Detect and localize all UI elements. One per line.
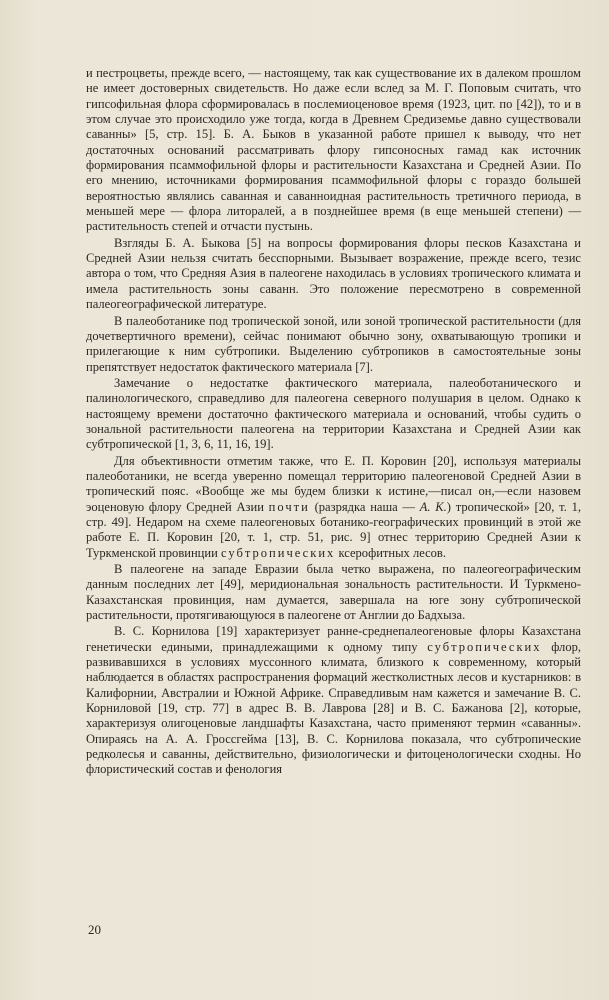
text-run: ксерофитных лесов. — [335, 545, 446, 560]
text-run: (разрядка наша — — [309, 499, 420, 514]
paragraph — [86, 376, 581, 453]
paragraph — [86, 624, 581, 777]
text-run: Для объективности отметим также, что Е. П. Коровин [20], используя материалы палеоботаники, не всегда уверенно помещал территорию палеогеновой Средней Азии в тропический пояс. «Вообще же мы будем близки к истине,—писал он,—если назовем эоценовую флору Средней Азии — [86, 453, 581, 514]
paragraph — [86, 236, 581, 313]
text-run: В палеогене на западе Евразии была четко выражена, по палеогеографическим данным последних лет [49], меридиональная зональность растительности. И Туркмено-Казахстанская провинция, нам думается, завершала на юге зону субтропической растительности, протягивающуюся в палеогене от Англии до Бадхыза. — [86, 562, 581, 623]
emphasis-text: субтропических — [220, 545, 336, 560]
text-run: В палеоботанике под тропической зоной, или зоной тропической растительности (для дочетвертичного времени), сейчас понимают обычно зону, охватывающую тропики и прилегающие к ним субтропики. Выделению субтропиков в самостоятельные зоны препятствует недостаток фактического материала [7]. — [86, 313, 581, 374]
body-text — [86, 66, 581, 778]
text-run: Взгляды Б. А. Быкова [5] на вопросы формирования флоры песков Казахстана и Средней Азии нельзя считать бесспорными. Вызывает возражение, прежде всего, тезис автора о том, что Средняя Азия в палеогене находилась в условиях тропического климата и имела растительность зоны саванн. Это положение пересмотрено в современной палеогеографической литературе. — [86, 235, 581, 312]
emphasis-text: А. К. — [419, 499, 447, 514]
paragraph — [86, 562, 581, 623]
text-run: и пестроцветы, прежде всего, — настоящему, так как существование их в далеком прошлом не имеет достоверных свидетельств. Но даже если вслед за М. Г. Поповым считать, что гипсофильная флора сформировалась в послемиоценовое время (1923, цит. по [42]), то и в этом случае это происходило уже тогда, когда в Древнем Средиземье давно существовали саванны» [5, стр. 15]. Б. А. Быков в указанной работе пришел к выводу, что нет достаточных оснований рассматривать флору гипсоносных гамад как источник формирования псаммофильной флоры и растительности Казахстана и Средней Азии. По его мнению, источниками формирования псаммофильной флоры с гораздо большей вероятностью являлись саванная и саванноидная растительность третичного периода, в меньшей мере — флора литоралей, а в позднейшее время (в еще меньшей степени) — растительность степей и отчасти пустынь. — [86, 66, 581, 234]
text-run: флор, развивавшихся в условиях муссонного климата, близкого к современному, который наблюдается в областях распространения формаций жестколистных лесов и кустарников: в Калифорнии, Австралии и Южной Африке. Справедливым нам кажется и замечание В. С. Корниловой [19, стр. 77] в адрес В. В. Лаврова [28] и В. С. Бажанова [2], которые, характеризуя олигоценовые ландшафты Казахстана, часто применяют термин «саванны». Опираясь на А. А. Гроссгейма [13], В. С. Корнилова показала, что субтропические редколесья и саванны, действительно, физиологически и фитоценологически сходны. Но флористический состав и фенология — [86, 639, 581, 777]
text-run: ) тропической» [20, т. 1, стр. 49]. Недаром на схеме палеогеновых ботанико-географических провинций в этой же работе Е. П. Коровин [20, т. 1, стр. 51, рис. 9] отнес территорию Средней Азии к Туркменской провинции — [86, 499, 581, 560]
text-run: Замечание о недостатке фактического материала, палеоботанического и палинологического, справедливо для палеогена северного полушария в целом. Однако к настоящему времени достаточно фактического материала и оснований, чтобы судить о зональной растительности палеогена на территории Казахстана и Средней Азии как субтропической [1, 3, 6, 11, 16, 19]. — [86, 375, 581, 452]
text-run: В. С. Корнилова [19] характеризует ранне-среднепалеогеновые флоры Казахстана генетически едиными, принадлежащими к одному типу — [86, 624, 581, 654]
paragraph — [86, 314, 581, 375]
emphasis-text: почти — [268, 499, 310, 514]
page-number: 20 — [88, 922, 101, 937]
emphasis-text: субтропических — [427, 639, 542, 654]
paragraph — [86, 66, 581, 235]
paragraph — [86, 454, 581, 561]
